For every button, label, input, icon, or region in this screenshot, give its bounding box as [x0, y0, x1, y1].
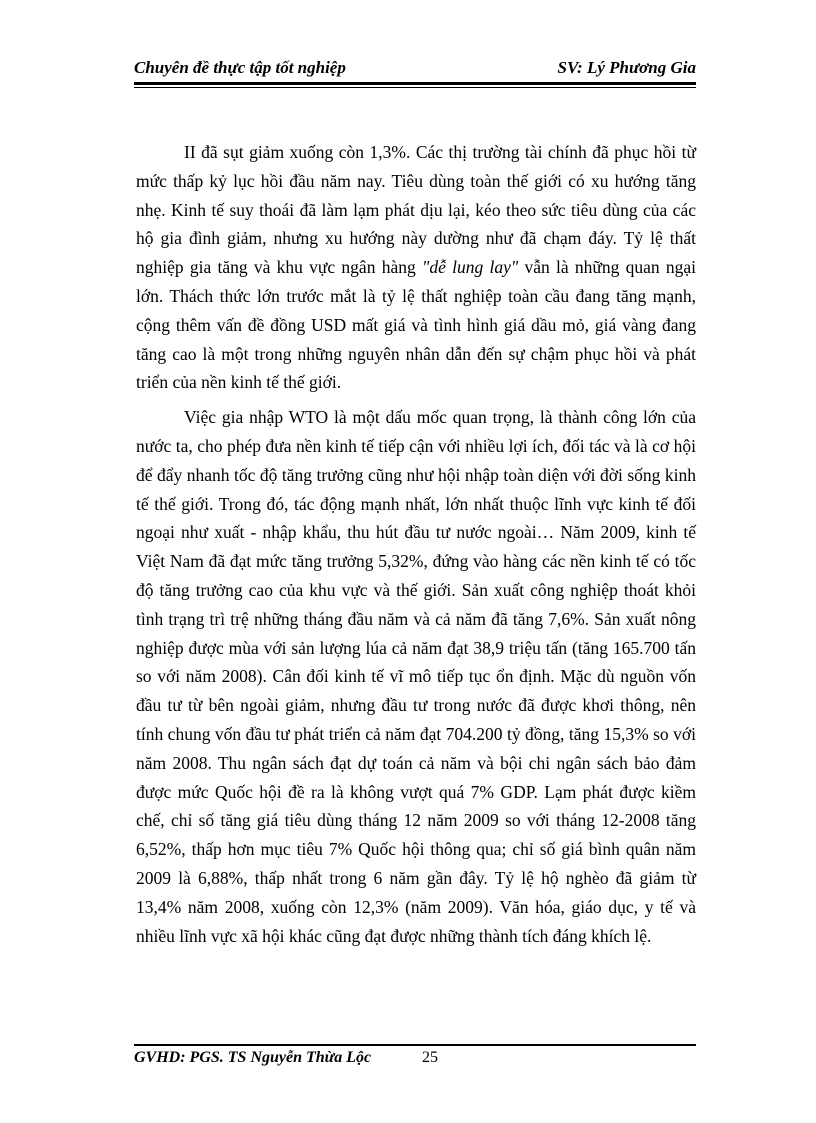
- body-text: [136, 138, 696, 950]
- paragraph-1-quote: "dễ lung lay": [421, 257, 519, 278]
- paragraph-1-before: II đã sụt giảm xuống còn 1,3%. Các thị trường tài chính đã phục hồi từ mức thấp kỷ lục hồi đầu năm nay. Tiêu dùng toàn thế giới có xu hướng tăng nhẹ. Kinh tế suy thoái đã làm lạm phát dịu lại, kéo theo sức tiêu dùng của các hộ gia đình giảm, nhưng xu hướng này dường như đã chạm đáy. Tỷ lệ thất nghiệp gia tăng và khu vực ngân hàng: [136, 142, 696, 278]
- page-header: [134, 56, 696, 80]
- header-title: Chuyên đề thực tập tốt nghiệp: [134, 58, 346, 77]
- page-number: 25: [422, 1049, 438, 1066]
- header-rule-thin: [134, 87, 696, 88]
- header-student-name: SV: Lý Phương Gia: [557, 58, 696, 77]
- paragraph-2: Việc gia nhập WTO là một dấu mốc quan trọng, là thành công lớn của nước ta, cho phép đưa nền kinh tế tiếp cận với nhiều lợi ích, đối tác và là cơ hội để đẩy nhanh tốc độ tăng trưởng cũng như hội nhập toàn diện với đời sống kinh tế thế giới. Trong đó, tác động mạnh nhất, lớn nhất thuộc lĩnh vực kinh tế đối ngoại như xuất - nhập khẩu, thu hút đầu tư nước ngoài… Năm 2009, kinh tế Việt Nam đã đạt mức tăng trưởng 5,32%, đứng vào hàng các nền kinh tế có tốc độ tăng trưởng cao của khu vực và thế giới. Sản xuất công nghiệp thoát khỏi tình trạng trì trệ những tháng đầu năm và cả năm đã tăng 7,6%. Sản xuất nông nghiệp được mùa với sản lượng lúa cả năm đạt 38,9 triệu tấn (tăng 165.700 tấn so với năm 2008). Cân đối kinh tế vĩ mô tiếp tục ổn định. Mặc dù nguồn vốn đầu tư từ bên ngoài giảm, nhưng đầu tư trong nước đã được khơi thông, nên tính chung vốn đầu tư phát triển cả năm đạt 704.200 tỷ đồng, tăng 15,3% so với năm 2008. Thu ngân sách đạt dự toán cả năm và bội chi ngân sách bảo đảm được mức Quốc hội đề ra là không vượt quá 7% GDP. Lạm phát được kiềm chế, chỉ số tăng giá tiêu dùng tháng 12 năm 2009 so với tháng 12-2008 tăng 6,52%, thấp hơn mục tiêu 7% Quốc hội thông qua; chỉ số giá bình quân năm 2009 là 6,88%, thấp nhất trong 6 năm gần đây. Tỷ lệ hộ nghèo đã giảm từ 13,4% năm 2008, xuống còn 12,3% (năm 2009). Văn hóa, giáo dục, y tế và nhiều lĩnh vực xã hội khác cũng đạt được những thành tích đáng khích lệ.: [136, 407, 696, 946]
- footer-supervisor: GVHD: PGS. TS Nguyễn Thừa Lộc: [134, 1049, 372, 1066]
- header-rule-thick: [134, 82, 696, 85]
- paragraph-1-after: vẫn là những quan ngại lớn. Thách thức lớn trước mắt là tỷ lệ thất nghiệp toàn cầu đang tăng mạnh, cộng thêm vấn đề đồng USD mất giá và tình hình giá dầu mỏ, giá vàng đang tăng cao là một trong những nguyên nhân dẫn đến sự chậm phục hồi và phát triển của nền kinh tế thế giới.: [136, 257, 696, 393]
- paragraph-1: [136, 138, 696, 397]
